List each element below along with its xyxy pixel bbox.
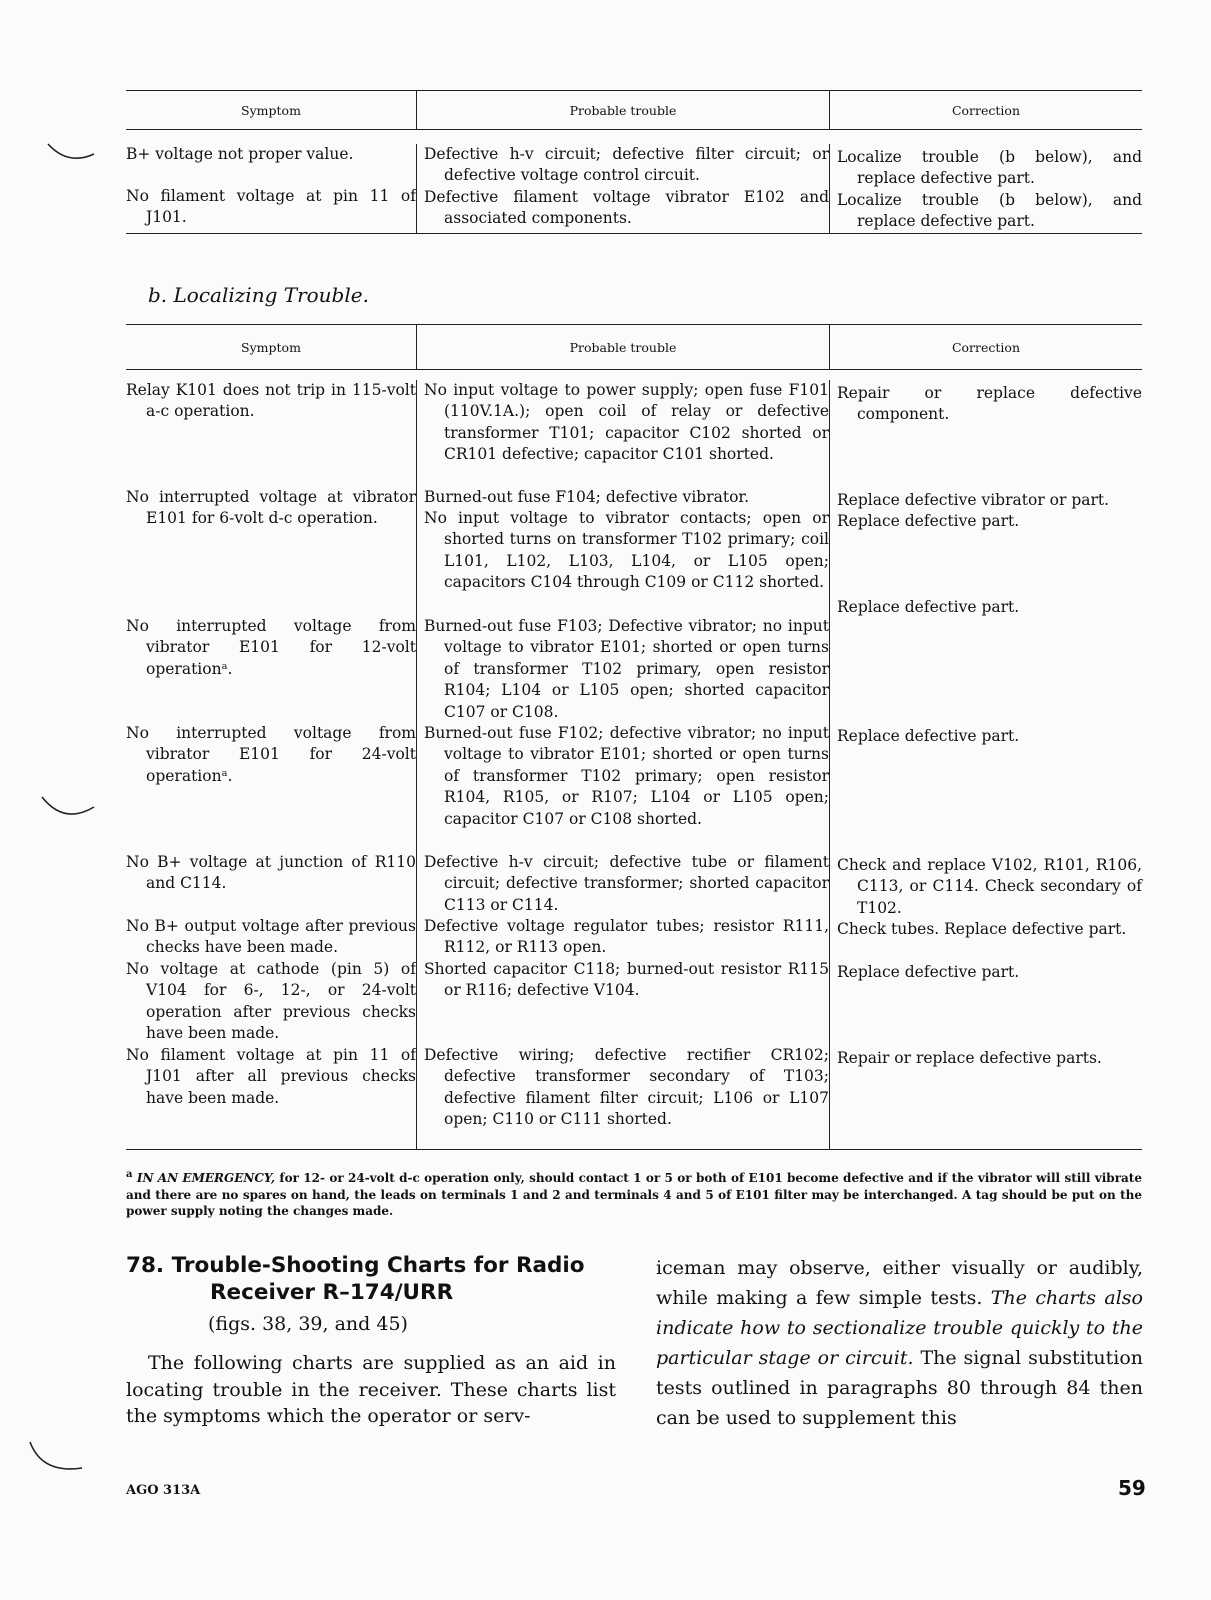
trouble-table-b	[126, 324, 1142, 1150]
table-b-symptom-column	[126, 380, 416, 1149]
table-row: Check and replace V102, R101, R106, C113, or C114. Check secondary of T102.	[837, 856, 1142, 917]
table-b-correction-column	[829, 380, 1142, 1149]
table-a-correction-column	[829, 144, 1142, 233]
table-row: No input voltage to vibrator contacts; open or shorted turns on transformer T102 primary; coil L101, L102, L103, L104, or L105 open; capacitors C104 through C109 or C112 shorted.	[424, 509, 829, 592]
column-header-correction: Correction	[829, 91, 1142, 129]
table-row: Replace defective vibrator or part.	[837, 491, 1110, 509]
page-number: 59	[1118, 1476, 1146, 1500]
table-row: Repair or replace defective parts.	[837, 1049, 1102, 1067]
table-row: No filament voltage at pin 11 of J101 after all previous checks have been made.	[126, 1046, 416, 1107]
trouble-table-a	[126, 90, 1142, 234]
footnote	[126, 1167, 1142, 1220]
table-row: Defective voltage regulator tubes; resistor R111, R112, or R113 open.	[424, 917, 829, 957]
section-title-line-1: 78. Trouble-Shooting Charts for Radio	[126, 1253, 585, 1278]
subheading-localizing-trouble: b. Localizing Trouble.	[148, 283, 369, 307]
column-header-symptom: Symptom	[241, 102, 301, 118]
section-title-line-2: Receiver R–174/URR	[210, 1280, 454, 1305]
column-header-probable-trouble: Probable trouble	[416, 325, 829, 369]
binder-hole-mark-icon	[40, 795, 96, 823]
table-a-symptom-column	[126, 144, 416, 233]
table-row: Relay K101 does not trip in 115-volt a-c operation.	[126, 381, 416, 421]
table-b-trouble-column	[416, 380, 829, 1149]
paragraph-text: iceman may observe, either visually or audibly, while making a few simple tests.	[656, 1257, 1143, 1309]
binder-hole-mark-icon	[46, 140, 96, 166]
table-row: Replace defective part.	[837, 963, 1020, 981]
table-row: No interrupted voltage from vibrator E101 for 12-volt operationᵃ.	[126, 617, 416, 678]
footnote-marker: a	[126, 1169, 133, 1180]
table-row: Repair or replace defective component.	[837, 384, 1142, 424]
table-row: No interrupted voltage at vibrator E101 for 6-volt d-c operation.	[126, 488, 416, 528]
table-row: Localize trouble (b below), and replace defective part.	[837, 190, 1142, 231]
column-header-correction: Correction	[829, 325, 1142, 369]
paragraph-text: The signal substitution tests outlined in paragraphs 80 through 84 then can be used to supplement this	[656, 1347, 1143, 1429]
binder-hole-mark-icon	[28, 1440, 84, 1476]
table-row: Defective wiring; defective rectifier CR102; defective transformer secondary of T103; defective filament filter circuit; L106 or L107 open; C110 or C111 shorted.	[424, 1046, 829, 1129]
table-row: Burned-out fuse F102; defective vibrator; no input voltage to vibrator E101; shorted or open turns of transformer T102 primary; open resistor R104, R105, or R107; L104 or L105 open; capacitor C107 or C108 shorted.	[424, 724, 829, 828]
table-row: No input voltage to power supply; open fuse F101 (110V.1A.); open coil of relay or defective transformer T101; capacitor C102 shorted or CR101 defective; capacitor C101 shorted.	[424, 381, 829, 464]
table-b-body	[126, 370, 1142, 1150]
column-header-probable-trouble: Probable trouble	[416, 91, 829, 129]
table-a-header	[126, 90, 1142, 130]
footnote-emphasis: IN AN EMERGENCY,	[136, 1171, 276, 1185]
footnote-text: for 12- or 24-volt d-c operation only, should contact 1 or 5 or both of E101 become defective and if the vibrator will still vibrate and there are no spares on hand, the leads on terminals 1 and 2 and terminals 4 and 5 of E101 filter may be interchanged. A tag should be put on the power supply noting the changes made.	[126, 1171, 1142, 1218]
table-row: No B+ voltage at junction of R110 and C114.	[126, 853, 416, 893]
table-row: Replace defective part.	[837, 598, 1020, 616]
table-row: Replace defective part.	[837, 512, 1020, 530]
body-paragraph-right	[656, 1253, 1143, 1433]
table-row: Defective filament voltage vibrator E102 and associated components.	[424, 187, 829, 228]
table-row: B+ voltage not proper value.	[126, 145, 354, 163]
table-row: No filament voltage at pin 11 of J101.	[126, 187, 416, 227]
column-header-symptom: Symptom	[241, 339, 301, 355]
table-row: Replace defective part.	[837, 727, 1020, 745]
table-row: Localize trouble (b below), and replace defective part.	[837, 148, 1142, 188]
section-title	[126, 1252, 626, 1306]
table-a-body	[126, 130, 1142, 234]
table-row: Defective h-v circuit; defective tube or filament circuit; defective transformer; shorted capacitor C113 or C114.	[424, 853, 829, 914]
section-figure-refs: (figs. 38, 39, and 45)	[208, 1313, 408, 1335]
table-row: Burned-out fuse F103; Defective vibrator; no input voltage to vibrator E101; shorted or open turns of transformer T102 primary, open resistor R104; L104 or L105 open; shorted capacitor C107 or C108.	[424, 617, 829, 721]
table-row: No voltage at cathode (pin 5) of V104 for 6-, 12-, or 24-volt operation after previous checks have been made.	[126, 960, 416, 1043]
table-row: Shorted capacitor C118; burned-out resistor R115 or R116; defective V104.	[424, 960, 829, 1000]
table-row: Check tubes. Replace defective part.	[837, 920, 1127, 938]
table-row: No B+ output voltage after previous checks have been made.	[126, 917, 416, 957]
table-b-header	[126, 324, 1142, 370]
table-row: Defective h-v circuit; defective filter circuit; or defective voltage control circuit.	[424, 145, 829, 185]
paragraph-emphasis: The charts also indicate how to sectionalize trouble quickly to the particular stage or circuit.	[656, 1287, 1143, 1369]
body-paragraph-left: The following charts are supplied as an aid in locating trouble in the receiver. These charts list the symptoms which the operator or serv-	[126, 1352, 616, 1427]
footer-ago-number: AGO 313A	[126, 1483, 201, 1498]
table-a-trouble-column	[416, 144, 829, 233]
table-row: Burned-out fuse F104; defective vibrator.	[424, 488, 750, 506]
table-row: No interrupted voltage from vibrator E101 for 24-volt operationᵃ.	[126, 724, 416, 785]
